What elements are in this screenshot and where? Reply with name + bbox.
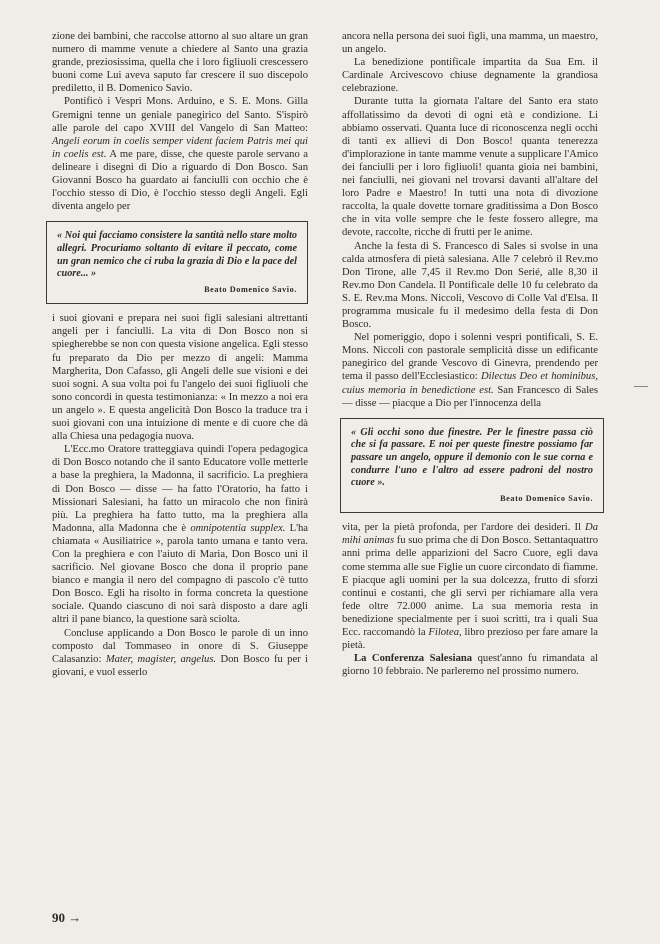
paragraph — [342, 331, 598, 410]
text-run: fu suo prima che di Don Bosco. Settantaquattro anni prima delle apparizioni del Sacro Cuore, egli dava come stemma alle sue Figlie un cuore circondato di fiamme. E piacque agli uomini per la sua dolcezza, frutto di sforzi continui e costanti, che gli servì per richiamare alla vera fede oltre 72.000 anime. La sua memoria resta in benedizione specialmente per i suoi scritti, tra i quali Sua Ecc. raccomandò la — [342, 535, 598, 639]
latin-quote: Dilectus Deo et hominibus, cuius memoria in benedictione est. — [342, 371, 598, 396]
quote-attribution: Beato Domenico Savio. — [500, 493, 593, 503]
latin-quote: Da mihi animas — [342, 522, 598, 547]
latin-quote: Mater, magister, angelus. — [105, 653, 217, 665]
latin-quote: omnipotentia supplex. — [190, 522, 286, 534]
section-lead: La Conferenza Salesiana — [354, 653, 473, 665]
paragraph: zione dei bambini, che raccolse attorno al suo altare un gran numero di mamme venute a chiedere al Santo una grazia grande, preziosissima, quella che i loro figliuoli crescessero buoni come Lui aveva saputo far crescere il suo discepolo prediletto, il B. Domenico Savio. — [52, 31, 308, 95]
paragraph: Durante tutta la giornata l'altare del Santo era stato affollatissimo da devoti di ogni età e condizione. Li abbiamo osservati. Quanta luce di riconoscenza negli occhi di tanti ex allievi di Don Bosco! quanta tenerezza d'implorazione in tante mamme venute a supplicare l'Amico dei fanciulli per i loro figliuoli! quanta gioia nei bambini, nei fanciulli, nei giovani nel trovarsi davanti all'altare del loro Padre e Maestro! In tutti una nota di divozione raccolta, la quale dovette tornare graditissima a Don Bosco che in vita volle sempre che le feste fossero allegre, ma devote, raccolte, ricche di frutti per le anime. — [342, 96, 598, 239]
paragraph — [342, 521, 598, 652]
boxed-quote — [46, 221, 308, 304]
quote-attribution: Beato Domenico Savio. — [204, 284, 297, 294]
text-run: quest'anno fu rimandata al giorno 10 febbraio. Ne parleremo nel prossimo numero. — [342, 653, 599, 678]
quote-text: « Gli occhi sono due finestre. Per le finestre passa ciò che si fa passare. E noi per queste finestre possiamo far passare un angelo, oppure il demonio con le sue corna e condurre l'uno e l'altro ad essere padroni del nostro cuore ». — [351, 426, 593, 489]
paragraph: Anche la festa di S. Francesco di Sales si svolse in una calda atmosfera di pietà salesiana. Alle 7 celebrò il Rev.mo Don Tirone, alle 7,45 il Rev.mo Don Serié, alle 8,30 il Rev.mo Don Candela. Il Pontificale delle 10 fu celebrato da S. E. Rev.ma Mons. Niccoli, Vescovo di Colle Val d'Elsa. Il programma musicale fu il medesimo della festa di Don Bosco. — [342, 240, 598, 331]
text-run: A me pare, disse, che queste parole servano a delineare i disegni di Dio a riguardo di Don Bosco. San Giovanni Bosco ha guardato ai fanciulli con occhio che è l'occhio stesso di Dio, è l'occhio stesso degli Angeli. Egli diventa angelo per — [52, 148, 308, 213]
arrow-icon: → — [68, 910, 82, 925]
text-run: San Francesco di Sales — disse — piacque a Dio per l'innocenza della — [342, 384, 598, 409]
text-run: Pontificò i Vespri Mons. Arduino, e S. E. Mons. Gilla Gremigni tenne un geniale panegirico del Santo. S'ispirò alle parole del capo XVIII del Vangelo di San Matteo: — [52, 96, 308, 134]
page-number — [52, 910, 81, 926]
paragraph: ancora nella persona dei suoi figli, una mamma, un maestro, un angelo. — [342, 31, 598, 56]
paragraph: i suoi giovani e prepara nei suoi figli salesiani altrettanti angeli per i fanciulli. La vita di Don Bosco non si spiegherebbe se non con questa visione angelica. Egli stesso fu preparato da Dio per mezzo di angeli: Mamma Margherita, Don Cafasso, gli Angeli delle sue visioni e dei suoi sogni. A sua volta poi fu l'angelo dei suoi figliuoli che sono concordi in questa testimonianza: « In mezzo a noi era un angelo ». E questa angelicità Don Bosco la traduce tra i suoi giovani con una intuizione di mente e di cuore che dà alla Chiesa una pedagogia nuova. — [52, 313, 308, 443]
paragraph: La benedizione pontificale impartita da Sua Em. il Cardinale Arcivescovo chiuse degnamente la grandiosa celebrazione. — [342, 57, 598, 95]
left-column — [52, 30, 308, 679]
boxed-quote — [340, 418, 604, 514]
paragraph — [52, 627, 308, 679]
right-column — [342, 30, 598, 678]
text-run: Nel pomeriggio, dopo i solenni vespri pontificali, S. E. Mons. Niccoli con pastorale semplicità disse un edificante panegirico del grande Vescovo di Ginevra, prendendo per tema il passo dell'Ecclesiastico: — [342, 332, 598, 383]
quote-text: « Noi qui facciamo consistere la santità nello stare molto allegri. Procuriamo soltanto di evitare il peccato, come un gran nemico che ci ruba la grazia di Dio e la pace del cuore... » — [57, 230, 297, 280]
paragraph — [342, 652, 598, 678]
paragraph — [52, 443, 308, 626]
text-run: L'ha chiamata « Ausiliatrice », parola tanto umana e tanto vera. Con la preghiera e con l'aiuto di Maria, Don Bosco unì il sacrificio. Nel giovane Bosco che dona il proprio pane bianco e mangia il nero del compagno di pascolo c'è tutto Don Bosco. Egli ha risolto in forma concreta la questione sociale. Quando ciascuno di noi sarà disposto a dare agli altri il pane bianco, la questione sarà sciolta. — [52, 522, 308, 626]
margin-mark — [634, 386, 648, 387]
text-run: L'Ecc.mo Oratore tratteggiava quindi l'opera pedagogica di Don Bosco notando che il santo Educatore volle metterle a base la preghiera, la Madonna, il sacrificio. La preghiera di Don Bosco — disse — ha fatto l'Oratorio, ha fatto i Missionari Salesiani, ha fatto un miracolo che non finirà più. La preghiera ha fatto tutto, ma la preghiera alla Madonna, alla Madonna che è — [52, 444, 308, 534]
paragraph — [52, 95, 308, 213]
text-run: Concluse applicando a Don Bosco le parole di un inno composto dal Tommaseo in onore di S. Giuseppe Calasanzio: — [52, 627, 308, 665]
text-run: libro prezioso per fare amare la pietà. — [342, 627, 598, 652]
book-title: Filotea, — [428, 627, 462, 639]
latin-quote: Angeli eorum in coelis semper vident faciem Patris mei qui in coelis est. — [52, 135, 308, 160]
text-run: Don Bosco fu per i giovani, e vuol esserlo — [52, 653, 309, 678]
text-run: vita, per la pietà profonda, per l'ardore dei desideri. Il — [342, 522, 586, 534]
page-number-text: 90 — [52, 910, 65, 925]
